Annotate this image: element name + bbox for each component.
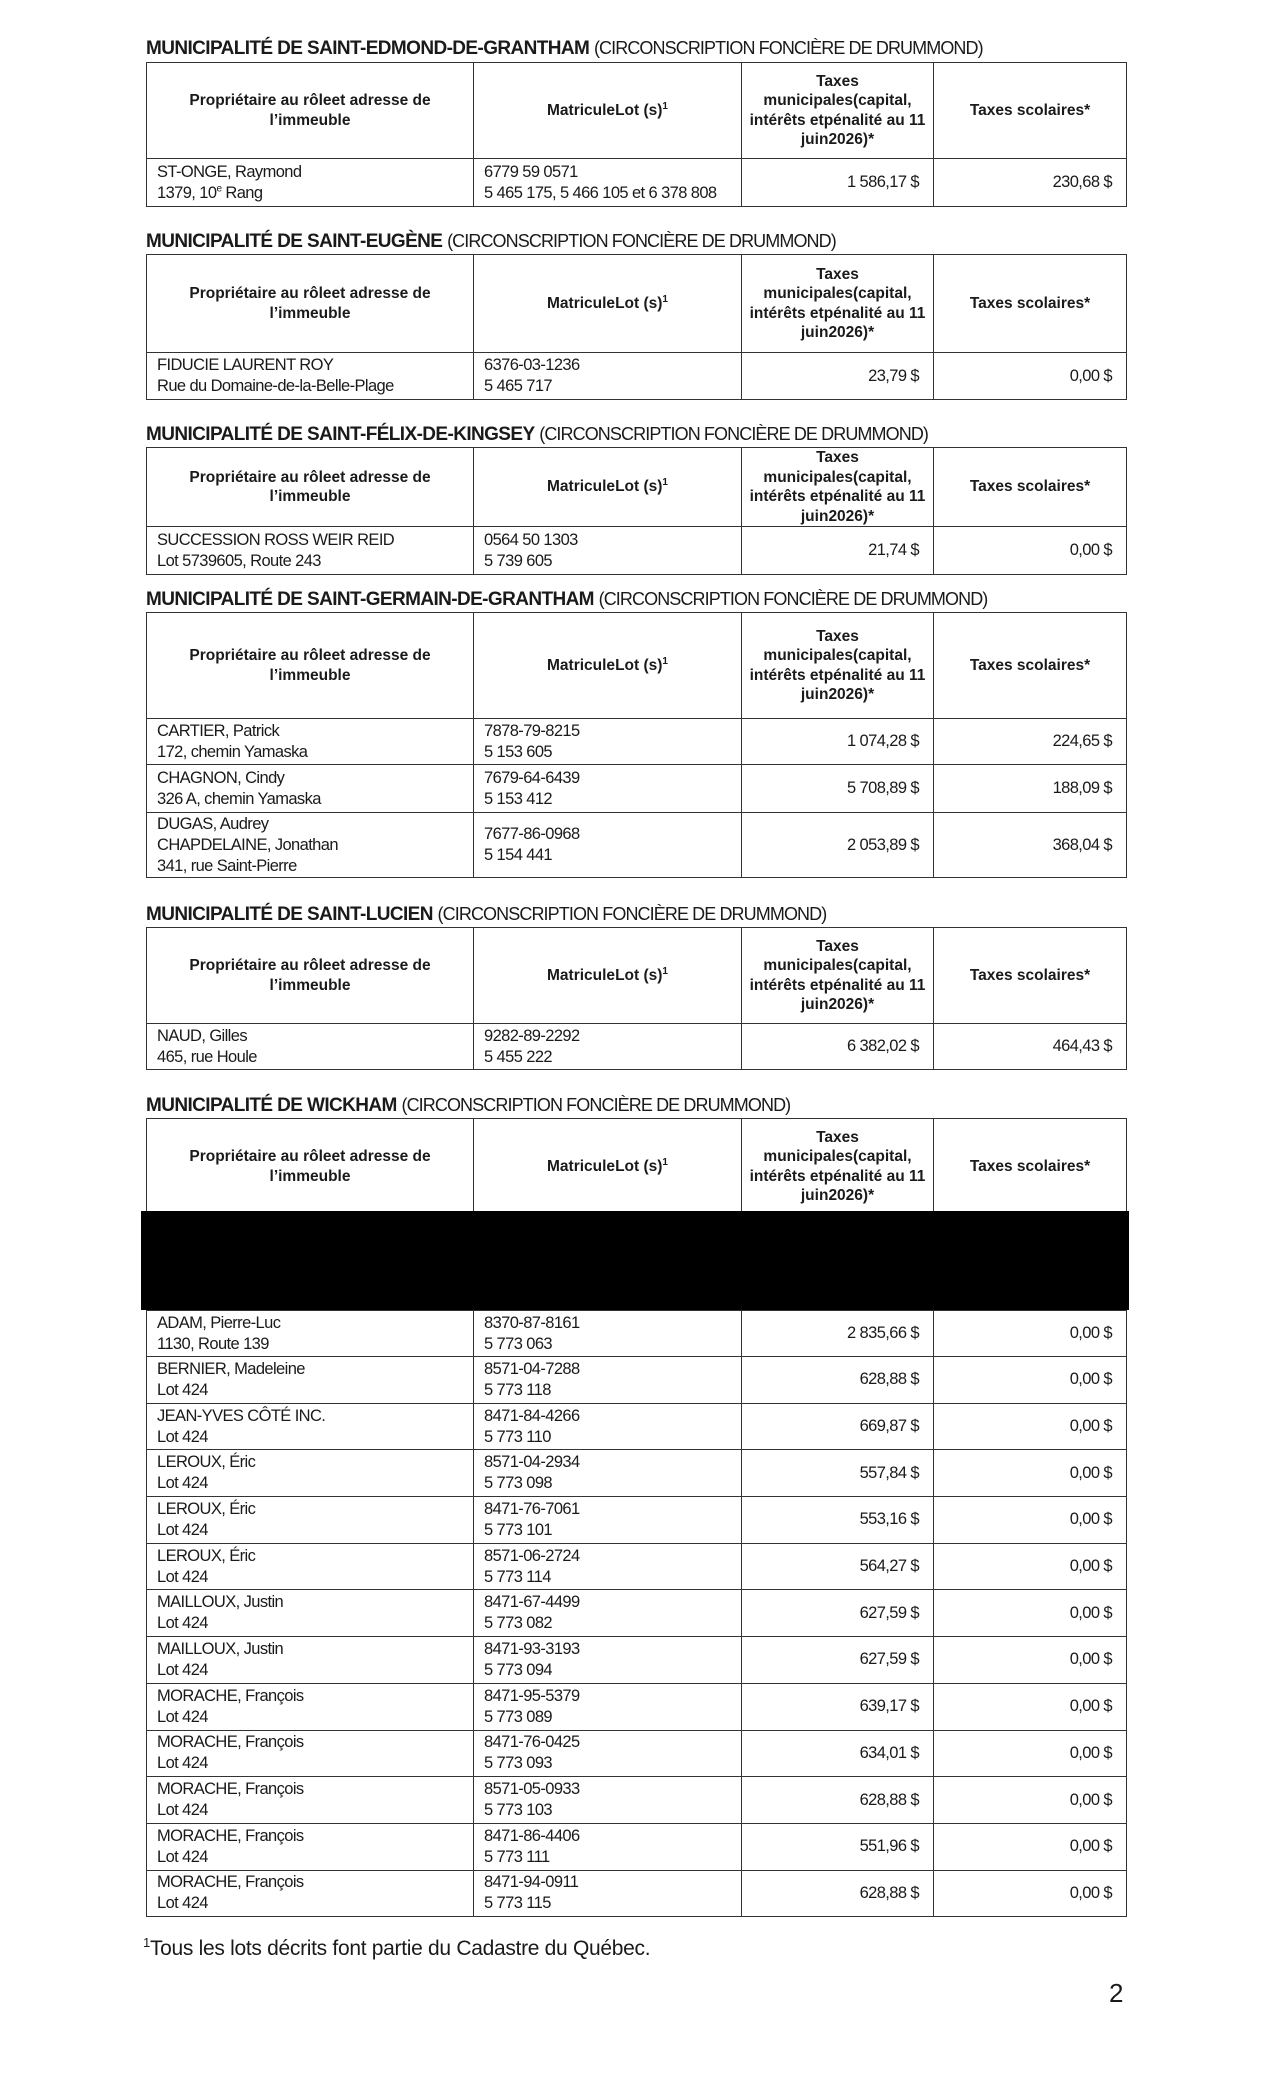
owner-line: ADAM, Pierre-Luc <box>157 1313 281 1332</box>
table-row <box>147 1637 1127 1684</box>
matricule: 8471-76-7061 <box>484 1499 580 1518</box>
lots: 5 773 089 <box>484 1707 553 1726</box>
owner-line: Rue du Domaine-de-la-Belle-Plage <box>157 377 394 395</box>
matricule: 8571-04-2934 <box>484 1453 580 1472</box>
lots: 5 739 605 <box>484 551 553 570</box>
lots: 5 773 111 <box>484 1847 550 1866</box>
matricule: 8471-93-3193 <box>484 1639 580 1658</box>
matricule: 8571-04-7288 <box>484 1359 580 1378</box>
lots: 5 773 094 <box>484 1660 553 1679</box>
registration-division: (CIRCONSCRIPTION FONCIÈRE DE DRUMMOND) <box>447 231 836 251</box>
lots: 5 773 082 <box>484 1614 553 1633</box>
header-owner: Propriétaire au rôleet adresse de l’immeuble <box>147 928 474 1024</box>
matricule-cell <box>474 1311 742 1357</box>
header-municipal-taxes: Taxes municipales(capital, intérêts etpénalité au 11 juin2026)* <box>742 613 934 719</box>
municipal-tax-cell: 23,79 $ <box>742 353 934 400</box>
header-municipal-taxes: Taxes municipales(capital, intérêts etpénalité au 11 juin2026)* <box>742 255 934 353</box>
owner-line: CARTIER, Patrick <box>157 721 280 740</box>
table-row <box>147 1870 1127 1917</box>
table-header-row <box>147 63 1127 159</box>
tax-table <box>146 927 1127 1070</box>
municipality-name: MUNICIPALITÉ DE SAINT-GERMAIN-DE-GRANTHAM <box>146 589 594 610</box>
municipal-tax-cell: 639,17 $ <box>742 1683 934 1730</box>
owner-line: 1130, Route 139 <box>157 1334 269 1353</box>
municipality-name: MUNICIPALITÉ DE SAINT-EUGÈNE <box>146 231 443 252</box>
table-header-row <box>147 448 1127 527</box>
matricule-cell <box>474 1823 742 1870</box>
matricule: 8471-84-4266 <box>484 1406 580 1425</box>
school-tax-cell: 0,00 $ <box>934 1450 1127 1497</box>
owner-line: Lot 424 <box>157 1801 208 1820</box>
municipal-tax-cell: 564,27 $ <box>742 1543 934 1590</box>
school-tax-cell: 188,09 $ <box>934 765 1127 813</box>
school-tax-cell: 0,00 $ <box>934 353 1127 400</box>
owner-line: FIDUCIE LAURENT ROY <box>157 356 334 374</box>
table-row <box>147 1590 1127 1637</box>
matricule: 7677-86-0968 <box>484 825 580 843</box>
header-municipal-taxes: Taxes municipales(capital, intérêts etpénalité au 11 juin2026)* <box>742 1119 934 1215</box>
lots: 5 465 717 <box>484 377 553 395</box>
municipal-tax-cell: 551,96 $ <box>742 1823 934 1870</box>
owner-cell <box>147 353 474 400</box>
owner-line: Lot 424 <box>157 1707 208 1726</box>
owner-cell <box>147 1730 474 1777</box>
header-matricule: MatriculeLot $(s)^1$ <box>474 255 742 353</box>
municipal-tax-cell: 628,88 $ <box>742 1357 934 1404</box>
municipal-tax-cell: 2 835,66 $ <box>742 1311 934 1357</box>
owner-line: 1379, 10e Rang <box>157 183 263 202</box>
owner-line: 465, rue Houle <box>157 1047 257 1066</box>
registration-division: (CIRCONSCRIPTION FONCIÈRE DE DRUMMOND) <box>593 38 983 58</box>
registration-division: (CIRCONSCRIPTION FONCIÈRE DE DRUMMOND) <box>437 904 827 924</box>
municipal-tax-cell: 627,59 $ <box>742 1590 934 1637</box>
matricule: 8471-76-0425 <box>484 1733 580 1752</box>
school-tax-cell: 0,00 $ <box>934 1730 1127 1777</box>
owner-cell <box>147 1311 474 1357</box>
owner-line: Lot 424 <box>157 1380 208 1399</box>
table-header-row <box>147 928 1127 1024</box>
table-row <box>147 159 1127 207</box>
matricule: 7878-79-8215 <box>484 721 580 740</box>
header-school-taxes: Taxes scolaires* <box>934 255 1127 353</box>
table-row <box>147 1777 1127 1824</box>
municipal-tax-cell: 669,87 $ <box>742 1403 934 1450</box>
lots: 5 153 412 <box>484 789 553 808</box>
owner-line: NAUD, Gilles <box>157 1026 247 1045</box>
header-owner: Propriétaire au rôleet adresse de l’immeuble <box>147 255 474 353</box>
lots: 5 465 175, 5 466 105 et 6 378 808 <box>484 183 717 202</box>
header-municipal-taxes: Taxes municipales(capital, intérêts etpénalité au 11 juin2026)* <box>742 448 934 527</box>
lots: 5 773 093 <box>484 1754 553 1773</box>
owner-line: LEROUX, Éric <box>157 1546 256 1565</box>
matricule-cell <box>474 1730 742 1777</box>
municipal-tax-cell: 634,01 $ <box>742 1730 934 1777</box>
owner-line: Lot 424 <box>157 1660 208 1679</box>
municipal-tax-cell: 628,88 $ <box>742 1870 934 1917</box>
owner-line: JEAN-YVES CÔTÉ INC. <box>157 1406 326 1425</box>
matricule: 8471-86-4406 <box>484 1826 580 1845</box>
matricule-cell <box>474 765 742 813</box>
owner-line: Lot 424 <box>157 1474 208 1493</box>
table-row <box>147 1823 1127 1870</box>
owner-line: MORACHE, François <box>157 1826 304 1845</box>
table-header-row <box>147 255 1127 353</box>
registration-division: (CIRCONSCRIPTION FONCIÈRE DE DRUMMOND) <box>539 424 929 444</box>
matricule: 8370-87-8161 <box>484 1313 580 1332</box>
matricule-cell <box>474 719 742 765</box>
owner-line: Lot 5739605, Route 243 <box>157 551 321 570</box>
owner-line: LEROUX, Éric <box>157 1499 256 1518</box>
table-header-row <box>147 613 1127 719</box>
municipality-name: MUNICIPALITÉ DE SAINT-LUCIEN <box>146 904 433 925</box>
table-row <box>147 1450 1127 1497</box>
footnote-text: Tous les lots décrits font partie du Cadastre du Québec. <box>149 1937 651 1960</box>
school-tax-cell: 464,43 $ <box>934 1024 1127 1070</box>
table-header-row <box>147 1119 1127 1215</box>
owner-line: Lot 424 <box>157 1567 208 1586</box>
owner-line: MAILLOUX, Justin <box>157 1593 284 1612</box>
matricule: 8471-95-5379 <box>484 1686 580 1705</box>
lots: 5 773 110 <box>484 1427 551 1446</box>
matricule-cell <box>474 1777 742 1824</box>
owner-line: 172, chemin Yamaska <box>157 742 308 761</box>
lots: 5 773 103 <box>484 1801 553 1820</box>
school-tax-cell: 230,68 $ <box>934 159 1127 207</box>
lots: 5 773 114 <box>484 1567 551 1586</box>
section-title <box>146 589 987 611</box>
owner-cell <box>147 1497 474 1544</box>
school-tax-cell: 0,00 $ <box>934 527 1127 575</box>
owner-cell <box>147 1590 474 1637</box>
table-row <box>147 1311 1127 1357</box>
owner-line: MORACHE, François <box>157 1873 304 1892</box>
lots: 5 773 063 <box>484 1334 553 1353</box>
matricule: 6376-03-1236 <box>484 356 580 374</box>
matricule-cell <box>474 1024 742 1070</box>
table-row <box>147 1357 1127 1404</box>
school-tax-cell: 0,00 $ <box>934 1823 1127 1870</box>
municipality-name: MUNICIPALITÉ DE SAINT-EDMOND-DE-GRANTHAM <box>146 38 590 59</box>
owner-line: MORACHE, François <box>157 1733 304 1752</box>
owner-cell <box>147 1823 474 1870</box>
table-row <box>147 527 1127 575</box>
section-title <box>146 231 836 253</box>
municipality-name: MUNICIPALITÉ DE WICKHAM <box>146 1095 397 1116</box>
owner-cell <box>147 1543 474 1590</box>
owner-cell <box>147 1870 474 1917</box>
matricule: 0564 50 1303 <box>484 530 578 549</box>
header-school-taxes: Taxes scolaires* <box>934 63 1127 159</box>
matricule: 6779 59 0571 <box>484 162 578 181</box>
owner-line: Lot 424 <box>157 1614 208 1633</box>
owner-line: Lot 424 <box>157 1847 208 1866</box>
footnote-marker: 1 <box>143 1935 150 1950</box>
matricule: 8471-67-4499 <box>484 1593 580 1612</box>
matricule-cell <box>474 159 742 207</box>
header-owner: Propriétaire au rôleet adresse de l’immeuble <box>147 448 474 527</box>
tax-table <box>146 62 1127 207</box>
owner-cell <box>147 1357 474 1404</box>
owner-cell <box>147 1637 474 1684</box>
lots: 5 773 118 <box>484 1380 551 1399</box>
owner-cell <box>147 1683 474 1730</box>
matricule-cell <box>474 1403 742 1450</box>
matricule-cell <box>474 1543 742 1590</box>
municipal-tax-cell: 2 053,89 $ <box>742 813 934 878</box>
page-number: 2 <box>1109 1978 1124 2008</box>
owner-cell <box>147 719 474 765</box>
school-tax-cell: 0,00 $ <box>934 1497 1127 1544</box>
owner-cell <box>147 1024 474 1070</box>
table-row <box>147 1497 1127 1544</box>
header-matricule: MatriculeLot $(s)^1$ <box>474 928 742 1024</box>
owner-line: MORACHE, François <box>157 1780 304 1799</box>
table-row <box>147 1543 1127 1590</box>
header-matricule: MatriculeLot $(s)^1$ <box>474 1119 742 1215</box>
lots: 5 455 222 <box>484 1047 553 1066</box>
matricule: 9282-89-2292 <box>484 1026 580 1045</box>
owner-cell <box>147 813 474 878</box>
tax-table <box>146 447 1127 575</box>
school-tax-cell: 368,04 $ <box>934 813 1127 878</box>
municipal-tax-cell: 5 708,89 $ <box>742 765 934 813</box>
header-owner: Propriétaire au rôleet adresse de l’immeuble <box>147 613 474 719</box>
header-school-taxes: Taxes scolaires* <box>934 928 1127 1024</box>
table-row <box>147 1683 1127 1730</box>
school-tax-cell: 0,00 $ <box>934 1590 1127 1637</box>
owner-cell <box>147 1450 474 1497</box>
owner-line: 326 A, chemin Yamaska <box>157 789 321 808</box>
header-matricule: MatriculeLot $(s)^1$ <box>474 448 742 527</box>
header-school-taxes: Taxes scolaires* <box>934 613 1127 719</box>
section-title <box>146 424 928 446</box>
matricule-cell <box>474 1590 742 1637</box>
matricule-cell <box>474 1870 742 1917</box>
school-tax-cell: 0,00 $ <box>934 1543 1127 1590</box>
lots: 5 154 441 <box>484 846 553 864</box>
owner-line: Lot 424 <box>157 1427 208 1446</box>
school-tax-cell: 0,00 $ <box>934 1357 1127 1404</box>
table-row <box>147 1403 1127 1450</box>
school-tax-cell: 0,00 $ <box>934 1683 1127 1730</box>
matricule-cell <box>474 1357 742 1404</box>
tax-table <box>146 254 1127 400</box>
table-row <box>147 1730 1127 1777</box>
matricule-cell <box>474 1683 742 1730</box>
owner-cell <box>147 765 474 813</box>
matricule: 8571-06-2724 <box>484 1546 580 1565</box>
owner-line: CHAGNON, Cindy <box>157 768 285 787</box>
matricule-cell <box>474 527 742 575</box>
owner-line: SUCCESSION ROSS WEIR REID <box>157 530 395 549</box>
registration-division: (CIRCONSCRIPTION FONCIÈRE DE DRUMMOND) <box>598 589 988 609</box>
matricule-cell <box>474 1497 742 1544</box>
registration-division: (CIRCONSCRIPTION FONCIÈRE DE DRUMMOND) <box>401 1095 791 1115</box>
municipality-name: MUNICIPALITÉ DE SAINT-FÉLIX-DE-KINGSEY <box>146 424 535 445</box>
owner-line: Lot 424 <box>157 1520 208 1539</box>
municipal-tax-cell: 1 586,17 $ <box>742 159 934 207</box>
table-row <box>147 813 1127 878</box>
section-title <box>146 1095 790 1117</box>
table-row <box>147 1024 1127 1070</box>
tax-table <box>146 612 1127 878</box>
footnote <box>143 1937 650 1961</box>
owner-line: LEROUX, Éric <box>157 1453 256 1472</box>
owner-line: DUGAS, Audrey <box>157 814 269 833</box>
school-tax-cell: 0,00 $ <box>934 1311 1127 1357</box>
header-owner: Propriétaire au rôleet adresse de l’immeuble <box>147 1119 474 1215</box>
owner-line: CHAPDELAINE, Jonathan <box>157 835 338 854</box>
owner-cell <box>147 527 474 575</box>
owner-line: Lot 424 <box>157 1754 208 1773</box>
owner-line: ST-ONGE, Raymond <box>157 162 302 181</box>
header-matricule: MatriculeLot $(s)^1$ <box>474 63 742 159</box>
matricule-cell <box>474 1637 742 1684</box>
matricule: 8471-94-0911 <box>484 1873 579 1892</box>
owner-line: BERNIER, Madeleine <box>157 1359 305 1378</box>
redaction-block <box>141 1211 1129 1310</box>
school-tax-cell: 0,00 $ <box>934 1870 1127 1917</box>
matricule-cell <box>474 1450 742 1497</box>
school-tax-cell: 0,00 $ <box>934 1777 1127 1824</box>
header-municipal-taxes: Taxes municipales(capital, intérêts etpénalité au 11 juin2026)* <box>742 928 934 1024</box>
lots: 5 773 098 <box>484 1474 553 1493</box>
school-tax-cell: 224,65 $ <box>934 719 1127 765</box>
municipal-tax-cell: 628,88 $ <box>742 1777 934 1824</box>
municipal-tax-cell: 1 074,28 $ <box>742 719 934 765</box>
lots: 5 773 115 <box>484 1894 551 1913</box>
header-school-taxes: Taxes scolaires* <box>934 1119 1127 1215</box>
lots: 5 153 605 <box>484 742 553 761</box>
matricule: 8571-05-0933 <box>484 1780 580 1799</box>
section-title <box>146 904 826 926</box>
school-tax-cell: 0,00 $ <box>934 1637 1127 1684</box>
section-title <box>146 38 983 60</box>
header-municipal-taxes: Taxes municipales(capital, intérêts etpénalité au 11 juin2026)* <box>742 63 934 159</box>
owner-cell <box>147 1777 474 1824</box>
municipal-tax-cell: 557,84 $ <box>742 1450 934 1497</box>
header-matricule: MatriculeLot $(s)^1$ <box>474 613 742 719</box>
school-tax-cell: 0,00 $ <box>934 1403 1127 1450</box>
owner-cell <box>147 159 474 207</box>
owner-line: MAILLOUX, Justin <box>157 1639 284 1658</box>
owner-line: Lot 424 <box>157 1894 208 1913</box>
matricule-cell <box>474 353 742 400</box>
table-row <box>147 719 1127 765</box>
owner-line: MORACHE, François <box>157 1686 304 1705</box>
header-owner: Propriétaire au rôleet adresse de l’immeuble <box>147 63 474 159</box>
municipal-tax-cell: 553,16 $ <box>742 1497 934 1544</box>
owner-cell <box>147 1403 474 1450</box>
matricule: 7679-64-6439 <box>484 768 580 787</box>
municipal-tax-cell: 21,74 $ <box>742 527 934 575</box>
table-row <box>147 353 1127 400</box>
header-school-taxes: Taxes scolaires* <box>934 448 1127 527</box>
matricule-cell <box>474 813 742 878</box>
lots: 5 773 101 <box>484 1520 553 1539</box>
table-row <box>147 765 1127 813</box>
municipal-tax-cell: 627,59 $ <box>742 1637 934 1684</box>
municipal-tax-cell: 6 382,02 $ <box>742 1024 934 1070</box>
owner-line: 341, rue Saint-Pierre <box>157 856 297 875</box>
